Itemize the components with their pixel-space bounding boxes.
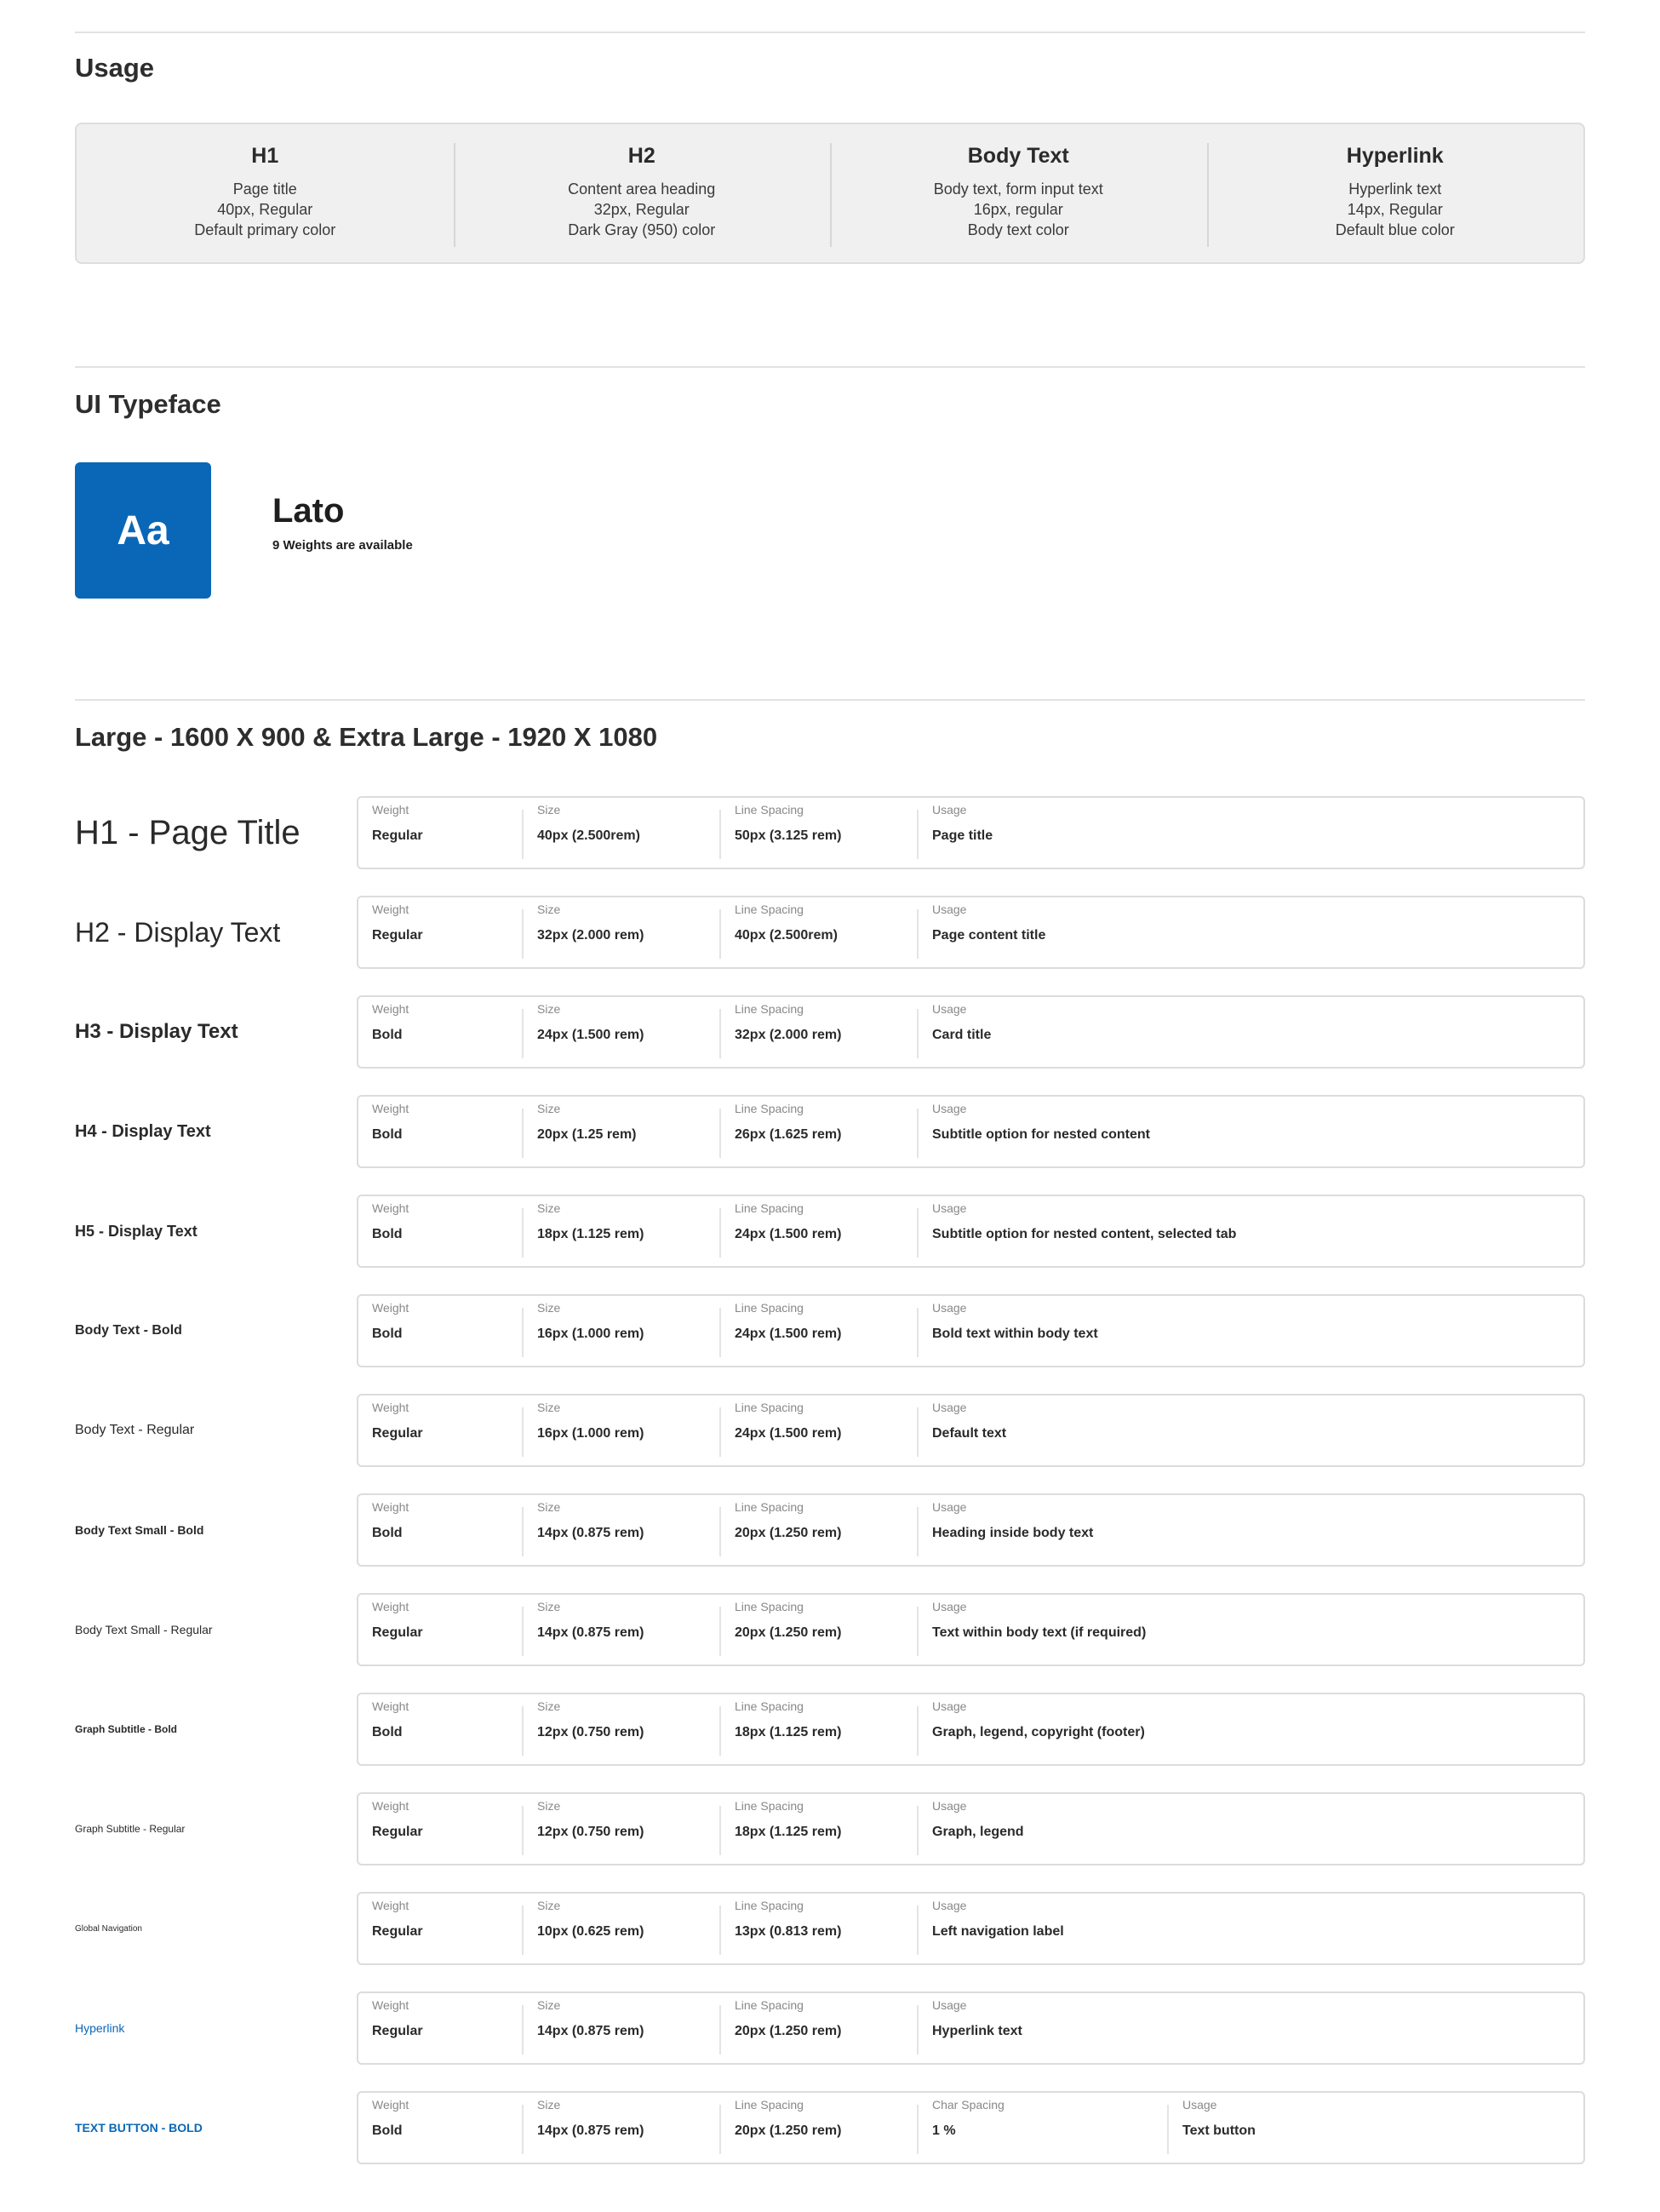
- spec-cell-weight: [358, 1296, 409, 1366]
- spec-cell-label: Size: [537, 1600, 561, 1613]
- type-spec-card: [357, 1493, 1585, 1567]
- spec-cell-label: Weight: [372, 1500, 409, 1514]
- spec-cell-value: 40px (2.500rem): [735, 928, 838, 943]
- spec-cell-value: 13px (0.813 rem): [735, 1924, 842, 1939]
- spec-cell-value: Left navigation label: [932, 1924, 1064, 1939]
- spec-cell-label: Weight: [372, 1401, 409, 1414]
- spec-cell-size: [522, 1699, 644, 1756]
- spec-cell-value: Page content title: [932, 928, 1046, 943]
- spec-cell-value: Regular: [372, 1825, 423, 1839]
- spec-cell-usage: [917, 1301, 1098, 1357]
- usage-col-title: H2: [627, 144, 655, 168]
- spec-cell-line-spacing: [719, 2098, 842, 2154]
- spec-cell-usage: [917, 1699, 1145, 1756]
- usage-col-line: Body text, form input text: [933, 181, 1103, 198]
- spec-cell-line-spacing: [719, 1500, 842, 1556]
- spec-cell-size: [522, 1998, 644, 2054]
- spec-cell-value: Bold text within body text: [932, 1327, 1098, 1341]
- spec-cell-usage: [917, 1500, 1094, 1556]
- usage-col-line: Dark Gray (950) color: [568, 221, 716, 238]
- spec-cell-value: Regular: [372, 1426, 423, 1441]
- type-style-name: Body Text - Bold: [75, 1323, 182, 1338]
- type-style-name: H1 - Page Title: [75, 813, 301, 851]
- spec-cell-usage: [917, 803, 993, 859]
- usage-col-line: 16px, regular: [973, 201, 1063, 218]
- type-spec-row: [75, 1892, 1585, 1965]
- typeface-section-title: UI Typeface: [75, 389, 221, 419]
- spec-cell-value: Bold: [372, 1028, 403, 1042]
- spec-cell-label: Size: [537, 1401, 561, 1414]
- spec-cell-weight: [358, 1097, 409, 1166]
- spec-cell-value: 10px (0.625 rem): [537, 1924, 644, 1939]
- spec-cell-label: Weight: [372, 1002, 409, 1016]
- spec-cell-size: [522, 903, 644, 959]
- spec-cell-value: 14px (0.875 rem): [537, 1526, 644, 1540]
- spec-cell-value: 24px (1.500 rem): [735, 1327, 842, 1341]
- spec-cell-weight: [358, 1495, 409, 1565]
- spec-cell-size: [522, 803, 640, 859]
- divider-typeface: [75, 366, 1585, 368]
- spec-cell-value: Bold: [372, 2123, 403, 2138]
- spec-cell-value: Graph, legend: [932, 1825, 1024, 1839]
- spec-cell-line-spacing: [719, 1899, 842, 1955]
- spec-cell-label: Line Spacing: [735, 1401, 804, 1414]
- spec-cell-value: 14px (0.875 rem): [537, 2123, 644, 2138]
- usage-col-title: Hyperlink: [1346, 144, 1444, 168]
- type-style-name: Hyperlink: [75, 2021, 125, 2035]
- spec-cell-size: [522, 1201, 644, 1258]
- spec-cell-size: [522, 1102, 637, 1158]
- spec-cell-value: Card title: [932, 1028, 992, 1042]
- type-spec-card: [357, 2091, 1585, 2164]
- spec-cell-usage: [917, 1899, 1064, 1955]
- usage-col-title: H1: [251, 144, 279, 168]
- sizes-section-title: Large - 1600 X 900 & Extra Large - 1920 X 1080: [75, 722, 658, 752]
- spec-cell-line-spacing: [719, 803, 842, 859]
- spec-cell-value: 20px (1.250 rem): [735, 1526, 842, 1540]
- spec-cell-label: Line Spacing: [735, 1301, 804, 1315]
- spec-cell-label: Char Spacing: [932, 2098, 1005, 2112]
- type-style-name: H4 - Display Text: [75, 1121, 211, 1141]
- spec-cell-value: Regular: [372, 828, 423, 843]
- spec-cell-usage: [917, 1799, 1024, 1855]
- spec-cell-value: Regular: [372, 2024, 423, 2038]
- type-spec-card: [357, 1693, 1585, 1766]
- spec-cell-value: Bold: [372, 1725, 403, 1739]
- spec-cell-value: 16px (1.000 rem): [537, 1426, 644, 1441]
- usage-col-line: 32px, Regular: [593, 201, 690, 218]
- spec-cell-label: Line Spacing: [735, 2098, 804, 2112]
- spec-cell-label: Usage: [932, 1600, 967, 1613]
- type-spec-card: [357, 1195, 1585, 1268]
- spec-cell-value: 32px (2.000 rem): [537, 928, 644, 943]
- spec-cell-label: Usage: [1182, 2098, 1217, 2112]
- type-spec-card: [357, 1792, 1585, 1865]
- type-style-name: TEXT BUTTON - BOLD: [75, 2121, 203, 2135]
- spec-cell-size: [522, 2098, 644, 2154]
- usage-col-line: Default blue color: [1335, 221, 1455, 238]
- spec-cell-weight: [358, 1694, 409, 1764]
- spec-cell-weight: [358, 1794, 423, 1864]
- spec-cell-value: 50px (3.125 rem): [735, 828, 842, 843]
- spec-cell-label: Size: [537, 903, 561, 916]
- spec-cell-label: Weight: [372, 1799, 409, 1813]
- spec-cell-label: Usage: [932, 903, 967, 916]
- usage-col-hyperlink: [1207, 124, 1584, 262]
- spec-cell-line-spacing: [719, 1699, 842, 1756]
- spec-cell-value: 24px (1.500 rem): [735, 1227, 842, 1241]
- usage-panel: [75, 123, 1585, 264]
- spec-cell-label: Usage: [932, 1201, 967, 1215]
- usage-col-h1: [77, 124, 454, 262]
- usage-col-line: 40px, Regular: [217, 201, 313, 218]
- spec-cell-value: 14px (0.875 rem): [537, 1625, 644, 1640]
- type-spec-card: [357, 995, 1585, 1069]
- type-spec-card: [357, 1892, 1585, 1965]
- type-spec-row: [75, 896, 1585, 969]
- spec-cell-value: 18px (1.125 rem): [735, 1725, 842, 1739]
- spec-cell-label: Usage: [932, 1301, 967, 1315]
- spec-cell-label: Line Spacing: [735, 1899, 804, 1912]
- usage-col-h2: [454, 124, 831, 262]
- type-style-name: Body Text Small - Regular: [75, 1623, 213, 1636]
- spec-cell-value: Subtitle option for nested content: [932, 1127, 1150, 1142]
- type-spec-row: [75, 796, 1585, 869]
- type-spec-card: [357, 1593, 1585, 1666]
- spec-cell-label: Usage: [932, 1500, 967, 1514]
- spec-cell-label: Weight: [372, 803, 409, 817]
- spec-cell-label: Weight: [372, 903, 409, 916]
- spec-cell-line-spacing: [719, 1102, 842, 1158]
- spec-cell-value: Text within body text (if required): [932, 1625, 1147, 1640]
- type-spec-row: [75, 1593, 1585, 1666]
- spec-cell-label: Usage: [932, 803, 967, 817]
- spec-cell-value: 24px (1.500 rem): [735, 1426, 842, 1441]
- spec-cell-value: Graph, legend, copyright (footer): [932, 1725, 1145, 1739]
- spec-cell-label: Size: [537, 1998, 561, 2012]
- spec-cell-weight: [358, 798, 423, 868]
- type-spec-row: [75, 1991, 1585, 2065]
- spec-cell-label: Weight: [372, 1600, 409, 1613]
- spec-cell-value: 40px (2.500rem): [537, 828, 640, 843]
- spec-cell-usage: [917, 1002, 992, 1058]
- spec-cell-line-spacing: [719, 1201, 842, 1258]
- spec-cell-label: Line Spacing: [735, 903, 804, 916]
- spec-cell-line-spacing: [719, 1401, 842, 1457]
- spec-cell-size: [522, 1002, 644, 1058]
- spec-cell-label: Usage: [932, 1899, 967, 1912]
- spec-cell-label: Line Spacing: [735, 803, 804, 817]
- spec-cell-label: Usage: [932, 1002, 967, 1016]
- spec-cell-value: 24px (1.500 rem): [537, 1028, 644, 1042]
- spec-cell-value: Bold: [372, 1327, 403, 1341]
- spec-cell-value: Heading inside body text: [932, 1526, 1094, 1540]
- spec-cell-label: Usage: [932, 1799, 967, 1813]
- spec-cell-weight: [358, 1894, 423, 1963]
- spec-cell-value: 20px (1.250 rem): [735, 1625, 842, 1640]
- spec-cell-label: Usage: [932, 1102, 967, 1115]
- usage-col-line: Hyperlink text: [1348, 181, 1442, 198]
- usage-col-line: Page title: [232, 181, 297, 198]
- spec-cell-label: Weight: [372, 1201, 409, 1215]
- spec-cell-label: Line Spacing: [735, 1799, 804, 1813]
- type-style-name: Global Navigation: [75, 1923, 142, 1934]
- spec-cell-label: Line Spacing: [735, 1699, 804, 1713]
- type-spec-row: [75, 1195, 1585, 1268]
- type-spec-row: [75, 2091, 1585, 2164]
- spec-cell-size: [522, 1500, 644, 1556]
- spec-cell-label: Size: [537, 1102, 561, 1115]
- spec-cell-size: [522, 1899, 644, 1955]
- spec-cell-value: 32px (2.000 rem): [735, 1028, 842, 1042]
- spec-cell-usage: [917, 1998, 1022, 2054]
- type-spec-card: [357, 1294, 1585, 1367]
- usage-section-title: Usage: [75, 53, 155, 83]
- spec-cell-value: 12px (0.750 rem): [537, 1825, 644, 1839]
- font-weights-note: 9 Weights are available: [272, 538, 413, 553]
- spec-cell-label: Line Spacing: [735, 1002, 804, 1016]
- spec-cell-value: Bold: [372, 1227, 403, 1241]
- spec-cell-usage: [917, 903, 1046, 959]
- spec-cell-weight: [358, 997, 409, 1067]
- spec-cell-value: 1 %: [932, 2123, 956, 2138]
- font-name: Lato: [272, 492, 345, 530]
- spec-cell-label: Usage: [932, 1998, 967, 2012]
- spec-cell-label: Weight: [372, 1899, 409, 1912]
- spec-cell-weight: [358, 1196, 409, 1266]
- spec-cell-value: Text button: [1182, 2123, 1256, 2138]
- type-spec-row: [75, 1294, 1585, 1367]
- type-style-name: Body Text Small - Bold: [75, 1523, 204, 1537]
- spec-cell-usage: [1167, 2098, 1256, 2154]
- spec-cell-line-spacing: [719, 1600, 842, 1656]
- divider-top: [75, 32, 1585, 33]
- type-spec-card: [357, 796, 1585, 869]
- spec-cell-label: Usage: [932, 1699, 967, 1713]
- spec-cell-label: Size: [537, 1699, 561, 1713]
- spec-cell-value: Bold: [372, 1127, 403, 1142]
- spec-cell-label: Line Spacing: [735, 1201, 804, 1215]
- spec-cell-label: Weight: [372, 1102, 409, 1115]
- spec-cell-label: Line Spacing: [735, 1102, 804, 1115]
- spec-cell-label: Size: [537, 1301, 561, 1315]
- spec-cell-weight: [358, 1395, 423, 1465]
- divider-sizes: [75, 699, 1585, 701]
- spec-cell-weight: [358, 1993, 423, 2063]
- spec-cell-weight: [358, 1595, 423, 1665]
- usage-col-line: Default primary color: [194, 221, 336, 238]
- spec-cell-label: Weight: [372, 1699, 409, 1713]
- usage-col-line: Content area heading: [568, 181, 716, 198]
- spec-cell-line-spacing: [719, 1301, 842, 1357]
- spec-cell-value: 14px (0.875 rem): [537, 2024, 644, 2038]
- spec-cell-value: 20px (1.250 rem): [735, 2123, 842, 2138]
- spec-cell-label: Size: [537, 1002, 561, 1016]
- spec-cell-label: Line Spacing: [735, 1500, 804, 1514]
- type-style-name: H5 - Display Text: [75, 1222, 197, 1240]
- type-spec-card: [357, 896, 1585, 969]
- type-style-name: H2 - Display Text: [75, 916, 281, 948]
- type-spec-row: [75, 1693, 1585, 1766]
- spec-cell-label: Size: [537, 1201, 561, 1215]
- spec-cell-label: Line Spacing: [735, 1600, 804, 1613]
- type-style-name: Body Text - Regular: [75, 1423, 195, 1437]
- spec-cell-value: Regular: [372, 928, 423, 943]
- spec-cell-value: 20px (1.25 rem): [537, 1127, 637, 1142]
- type-spec-card: [357, 1095, 1585, 1168]
- usage-col-line: Body text color: [967, 221, 1069, 238]
- spec-cell-value: Regular: [372, 1625, 423, 1640]
- spec-cell-value: Subtitle option for nested content, selected tab: [932, 1227, 1237, 1241]
- type-spec-row: [75, 995, 1585, 1069]
- spec-cell-usage: [917, 1201, 1237, 1258]
- spec-cell-value: 16px (1.000 rem): [537, 1327, 644, 1341]
- typeface-sample-tile: Aa: [75, 462, 211, 599]
- usage-col-body-text: [830, 124, 1207, 262]
- type-spec-row: [75, 1095, 1585, 1168]
- spec-cell-usage: [917, 1600, 1147, 1656]
- spec-cell-line-spacing: [719, 1002, 842, 1058]
- type-style-name: Graph Subtitle - Regular: [75, 1823, 186, 1835]
- type-spec-row: [75, 1493, 1585, 1567]
- spec-cell-value: 26px (1.625 rem): [735, 1127, 842, 1142]
- spec-cell-weight: [358, 897, 423, 967]
- spec-cell-value: 18px (1.125 rem): [735, 1825, 842, 1839]
- spec-cell-label: Size: [537, 1500, 561, 1514]
- spec-cell-label: Size: [537, 803, 561, 817]
- type-style-name: Graph Subtitle - Bold: [75, 1723, 177, 1735]
- spec-cell-label: Size: [537, 1899, 561, 1912]
- spec-cell-size: [522, 1301, 644, 1357]
- spec-cell-value: Page title: [932, 828, 993, 843]
- spec-cell-size: [522, 1600, 644, 1656]
- spec-cell-line-spacing: [719, 1799, 842, 1855]
- spec-cell-value: Default text: [932, 1426, 1007, 1441]
- spec-cell-label: Line Spacing: [735, 1998, 804, 2012]
- type-spec-card: [357, 1991, 1585, 2065]
- spec-cell-usage: [917, 1102, 1150, 1158]
- spec-cell-value: 12px (0.750 rem): [537, 1725, 644, 1739]
- spec-cell-label: Weight: [372, 1998, 409, 2012]
- usage-col-line: 14px, Regular: [1347, 201, 1443, 218]
- spec-cell-value: Regular: [372, 1924, 423, 1939]
- type-style-name: H3 - Display Text: [75, 1020, 238, 1043]
- type-spec-card: [357, 1394, 1585, 1467]
- spec-cell-size: [522, 1401, 644, 1457]
- spec-cell-size: [522, 1799, 644, 1855]
- spec-cell-line-spacing: [719, 1998, 842, 2054]
- spec-cell-label: Size: [537, 1799, 561, 1813]
- spec-cell-value: Hyperlink text: [932, 2024, 1022, 2038]
- type-spec-row: [75, 1394, 1585, 1467]
- spec-cell-value: Bold: [372, 1526, 403, 1540]
- spec-cell-label: Usage: [932, 1401, 967, 1414]
- spec-cell-value: 20px (1.250 rem): [735, 2024, 842, 2038]
- spec-cell-label: Size: [537, 2098, 561, 2112]
- spec-cell-char-spacing: [917, 2098, 1005, 2154]
- usage-col-title: Body Text: [967, 144, 1069, 168]
- spec-cell-value: 18px (1.125 rem): [537, 1227, 644, 1241]
- spec-cell-line-spacing: [719, 903, 838, 959]
- spec-cell-label: Weight: [372, 1301, 409, 1315]
- spec-cell-label: Weight: [372, 2098, 409, 2112]
- spec-cell-usage: [917, 1401, 1007, 1457]
- spec-cell-weight: [358, 2093, 409, 2163]
- type-spec-row: [75, 1792, 1585, 1865]
